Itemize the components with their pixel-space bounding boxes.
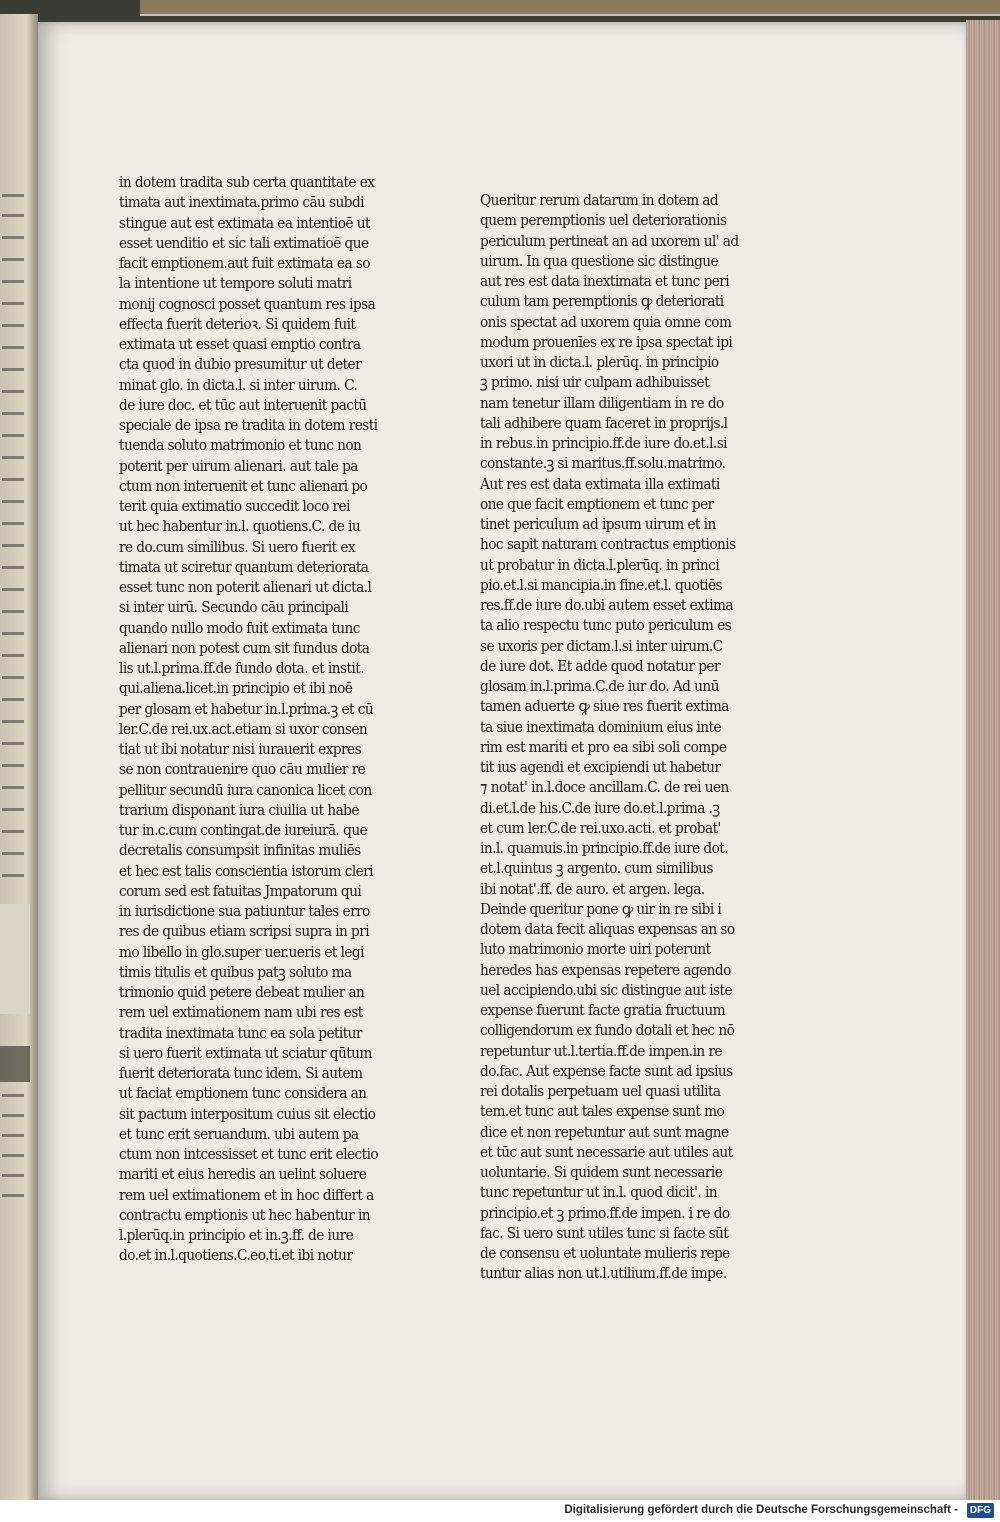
text-line: tali adhibere quam faceret in proprijs.l: [480, 413, 728, 432]
text-line: colligendorum ex fundo dotali et hec nō: [480, 1021, 735, 1040]
text-line: si inter uirū. Secundo cāu principali: [119, 598, 349, 617]
text-line: ta alio respectu tunc puto periculum es: [480, 616, 732, 635]
text-line: pio.et.l.si mancipia.in fine.et.l. quotiēs: [480, 575, 722, 594]
text-line: minat glo. in dicta.l. si inter uirum. C.: [119, 375, 358, 394]
text-line: uel accipiendo.ubi sic distingue aut iste: [480, 980, 732, 999]
text-line: si uero fuerit extimata ut sciatur qūtum: [119, 1043, 372, 1062]
text-line: et.l.quintus ꝫ argento. cum similibus: [480, 859, 713, 878]
text-line: rim est mariti et pro ea sibi soli compe: [480, 737, 727, 756]
text-line: de consensu et uoluntate mulieris repe: [480, 1244, 730, 1262]
text-line: rei dotalis perpetuam uel quasi utilita: [480, 1082, 721, 1100]
text-line: et tunc erit seruandum. ubi autem pa: [119, 1124, 359, 1143]
footer-bar: [0, 1500, 1000, 1522]
text-line: trarium disponant iura ciuilia ut habe: [119, 800, 359, 819]
text-line: trimonio quid petere debeat mulier an: [119, 983, 365, 1001]
text-line: de iure doc. et tūc aut interuenit pactū: [119, 395, 367, 414]
text-line: ibi notat'.ff. de auro. et argen. lega.: [480, 879, 705, 898]
text-line: in iurisdictione sua patiuntur tales erro: [119, 902, 370, 920]
text-line: timis titulis et quibus patꝫ soluto ma: [119, 962, 352, 981]
text-line: se uxoris per dictam.l.si inter uirum.C: [480, 636, 723, 655]
text-line: tamen aduerte ꝙ siue res fuerit extima: [480, 697, 729, 716]
text-line: effecta fuerit deterioꝛ. Si quidem fuit: [119, 314, 356, 333]
text-line: do.et in.l.quotiens.C.eo.ti.et ibi notur: [119, 1246, 353, 1265]
text-line: esset tunc non poterit alienari ut dicta.l: [119, 578, 372, 596]
text-line: uxori ut in dicta.l. plerūq. in principio: [480, 353, 719, 371]
text-line: heredes has expensas repetere agendo: [480, 960, 731, 979]
text-line: et cum ler.C.de rei.uxo.acti. et probat': [480, 818, 721, 837]
text-line: quando nullo modo fuit extimata tunc: [119, 618, 360, 637]
text-line: rem uel extimationem et in hoc differt a: [119, 1185, 374, 1204]
text-line: repetuntur ut.l.tertia.ff.de impen.in re: [480, 1041, 722, 1060]
text-line: onis spectat ad uxorem quia omne com: [480, 312, 732, 331]
text-line: contractu emptionis ut hec habentur in: [119, 1205, 371, 1224]
text-line: glosam in.l.prima.C.de iur do. Ad unū: [480, 677, 719, 695]
text-line: ut hec habentur in.l. quotiens.C. de iu: [119, 517, 361, 536]
text-line: do.fac. Aut expense facte sunt ad ipsius: [480, 1061, 733, 1080]
text-line: la intentione ut tempore soluti matri: [119, 274, 352, 293]
text-line: poterit per uirum alienari. aut tale pa: [119, 456, 358, 475]
text-line: re do.cum similibus. Si uero fuerit ex: [119, 537, 356, 556]
text-line: ta siue inextimata dominium eius inte: [480, 717, 721, 736]
text-line: ꝫ primo. nisi uir culpam adhibuisset: [480, 373, 710, 392]
text-line: nam tenetur illam diligentiam in re do: [480, 393, 724, 412]
text-line: tur in.c.cum contingat.de iureiurā. que: [119, 821, 368, 839]
text-line: hoc sapit naturam contractus emptionis: [480, 535, 736, 554]
text-line: Queritur rerum datarum in dotem ad: [480, 191, 719, 209]
text-line: ler.C.de rei.ux.act.etiam si uxor consen: [119, 719, 368, 738]
facing-page-fragment: [0, 14, 38, 1500]
text-line: monij cognosci posset quantum res ipsa: [119, 294, 376, 313]
text-line: dotem data fecit aliquas expensas an so: [480, 920, 735, 938]
text-line: corum sed est fatuitas Jmpatorum qui: [119, 881, 362, 900]
text-line: in rebus.in principio.ff.de iure do.et.l.si: [480, 434, 727, 452]
text-line: speciale de ipsa re tradita in dotem resti: [119, 416, 378, 434]
text-line: in dotem tradita sub certa quantitate ex: [119, 173, 375, 191]
right-text-column: [480, 190, 780, 1284]
text-line: constante.ꝫ si maritus.ff.solu.matrimo.: [480, 454, 726, 473]
text-line: principio.et ꝫ primo.ff.de impen. i re do: [480, 1203, 730, 1222]
text-line: l.plerūq.in principio et in.ꝫ.ff. de iure: [119, 1226, 354, 1244]
text-line: de iure dot. Et adde quod notatur per: [480, 656, 720, 675]
text-line: extimata ut esset quasi emptio contra: [119, 335, 361, 353]
page-fore-edge: [966, 20, 1000, 1500]
text-line: ctum non intcessisset et tunc erit electio: [119, 1145, 379, 1163]
text-line: cta quod in dubio presumitur ut deter: [119, 355, 362, 374]
text-line: timata aut inextimata.primo cāu subdi: [119, 193, 364, 212]
text-line: Aut res est data extimata illa extimati: [480, 474, 720, 493]
text-line: lis ut.l.prima.ff.de fundo dota. et instit.: [119, 659, 364, 677]
text-line: facit emptionem.aut fuit extimata ea so: [119, 254, 370, 272]
text-line: res de quibus etiam scripsi supra in pri: [119, 922, 370, 941]
text-line: expense fuerunt facte gratia fructuum: [480, 1001, 726, 1019]
text-line: alienari non potest cum sit fundus dota: [119, 638, 370, 657]
text-line: per glosam et habetur in.l.prima.ꝫ et cū: [119, 699, 374, 718]
text-line: decretalis consumpsit infinitas muliēs: [119, 841, 361, 860]
text-line: fac. Si uero sunt utiles tunc si facte sūt: [480, 1223, 729, 1242]
text-line: tit ius agendi et excipiendi ut habetur: [480, 758, 721, 776]
text-line: qui.aliena.licet.in principio et ibi noē: [119, 679, 353, 698]
text-line: sit pactum interpositum cuius sit electio: [119, 1104, 376, 1123]
text-line: esset uenditio et sic tali extimatioē que: [119, 233, 369, 252]
text-line: se non contrauenire quo cāu mulier re: [119, 760, 366, 779]
text-line: uoluntarie. Si quidem sunt necessarie: [480, 1163, 723, 1181]
footer-credit: Digitalisierung gefördert durch die Deutsche Forschungsgemeinschaft -: [564, 1504, 958, 1516]
text-line: tinet periculum ad ipsum uirum et in: [480, 515, 716, 533]
text-line: dice et non repetuntur aut sunt magne: [480, 1122, 729, 1141]
text-line: tem.et tunc aut tales expense sunt mo: [480, 1102, 725, 1121]
text-line: rem uel extimationem nam ubi res est: [119, 1003, 363, 1022]
text-line: et hec est talis conscientia istorum cleri: [119, 861, 373, 880]
text-line: mariti et eius heredis an uelint soluere: [119, 1165, 367, 1184]
text-line: aut res est data inextimata et tunc peri: [480, 272, 730, 290]
text-line: fuerit deteriorata tunc idem. Si autem: [119, 1064, 363, 1082]
text-line: tuntur alias non ut.l.utilium.ff.de impe.: [480, 1264, 727, 1283]
text-line: uirum. In qua questione sic distingue: [480, 251, 719, 270]
text-line: Deinde queritur pone ꝙ uir in re sibi i: [480, 899, 722, 918]
text-line: terit quia extimatio succedit loco rei: [119, 497, 350, 515]
text-line: luto matrimonio morte uiri poterunt: [480, 940, 711, 959]
text-line: timata ut sciretur quantum deteriorata: [119, 557, 369, 576]
text-line: tiat ut ibi notatur nisi iurauerit expres: [119, 740, 362, 758]
left-text-column: [119, 172, 389, 1266]
text-line: culum tam peremptionis ꝙ deteriorati: [480, 292, 724, 311]
text-line: ⁊ notat' in.l.doce ancillam.C. de rei uen: [480, 778, 729, 797]
text-line: pellitur secundū iura canonica licet con: [119, 780, 372, 799]
text-line: one que facit emptionem et tunc per: [480, 494, 714, 513]
text-line: quem peremptionis uel deteriorationis: [480, 211, 727, 230]
text-line: tuenda soluto matrimonio et tunc non: [119, 436, 362, 455]
text-line: modum prouenīes ex re ipsa spectat ipi: [480, 332, 733, 351]
text-line: ut probatur in dicta.l.plerūq. in princi: [480, 555, 720, 574]
text-line: ut faciat emptionem tunc considera an: [119, 1084, 367, 1103]
text-line: tradita inextimata tunc ea sola petitur: [119, 1023, 362, 1042]
text-line: periculum pertineat an ad uxorem ul' ad: [480, 231, 739, 250]
text-line: tunc repetuntur ut in.l. quod dicit'. in: [480, 1183, 718, 1202]
book-board-top: [140, 0, 1000, 16]
dfg-logo: DFG: [967, 1503, 994, 1518]
text-line: stingue aut est extimata ea intentioē ut: [119, 213, 370, 232]
text-line: res.ff.de iure do.ubi autem esset extima: [480, 596, 734, 614]
text-line: et tūc aut sunt necessarie aut utiles aut: [480, 1142, 733, 1161]
text-line: mo libello in glo.super uer.ueris et legi: [119, 942, 364, 961]
text-line: ctum non interuenit et tunc alienari po: [119, 476, 368, 495]
text-line: in.l. quamuis.in principio.ff.de iure dot.: [480, 839, 728, 857]
text-line: di.et.l.de his.C.de iure do.et.l.prima .ꝫ: [480, 798, 720, 817]
